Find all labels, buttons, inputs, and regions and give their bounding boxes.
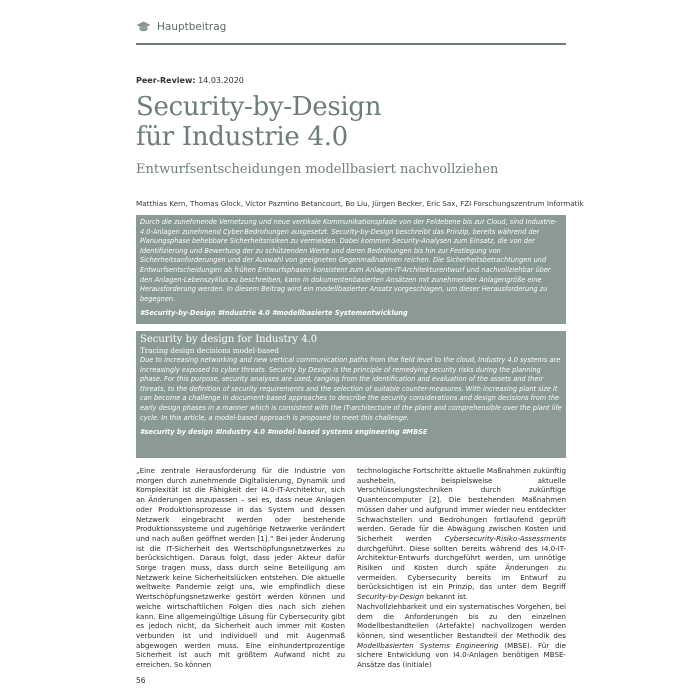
article-title [136, 92, 381, 152]
peer-review-line [136, 76, 244, 85]
title-line-1: Security-by-Design [136, 92, 382, 122]
peer-review-label: Peer-Review: [136, 76, 196, 85]
keywords-english: #security by design #Industry 4.0 #model-based systems engineering #MBSE [140, 428, 428, 437]
body-paragraph-1 [357, 466, 566, 602]
title-line-2: für Industrie 4.0 [136, 122, 348, 152]
english-subtitle: Tracing design decisions model-based [140, 346, 279, 355]
body-column-right [357, 466, 566, 670]
page-number: 56 [136, 676, 146, 685]
section-header [136, 18, 566, 40]
peer-review-date: 14.03.2020 [198, 76, 244, 85]
english-title: Security by design for Industry 4.0 [140, 334, 318, 345]
abstract-english [136, 331, 566, 458]
article-subtitle: Entwurfsentscheidungen modellbasiert nachvollziehen [136, 162, 499, 177]
body-paragraph-2 [357, 602, 566, 670]
emphasis-term: Cybersecurity-Risiko-Assessments [444, 533, 566, 543]
abstract-english-text: Due to increasing networking and new vertical communication paths from the field level to the cloud, Industry 4.0 systems are increasingly exposed to cyber threats. Security by Design is the principle of remedying security risks during the planning phase. For this purpose, security analyses are used, ranging from the identification and evaluation of the assets and their threats, to the definition of security requirements and the selection of suitable counter-measures. With increasing plant size it can become a challenge in document-based approaches to describe the security considerations and design decisions from the early design phases in a manner which is consistent with the IT-architecture of the plant and comprehensible over the plant life cycle. In this article, a model-based approach is proposed to meet this challenge. [140, 356, 562, 422]
section-label: Hauptbeitrag [157, 21, 227, 33]
author-list: Matthias Kern, Thomas Glock, Victor Pazmino Betancourt, Bo Liu, Jürgen Becker, Eric Sax, FZI Forschungszentrum Informatik [136, 199, 584, 208]
header-rule [136, 43, 566, 45]
body-text: durchgeführt. Diese sollten bereits während des I4.0-IT-Architektur-Entwurfs durchgeführt werden, um unnötige Risiken und Kosten durch späte Änderungen zu vermeiden. Cybersecurity bereits im Entwurf zu berücksichtigen ist ein Prinzip, das unter dem Begriff [357, 543, 566, 592]
body-column-left: „Eine zentrale Herausforderung für die Industrie von morgen durch zunehmende Digitalisierung, Dynamik und Komplexität ist die Fähigkeit der I4.0-IT-Architektur, sich an Änderungen anzupassen – sei es, dass neue Anlagen oder Produktionsprozesse in das System und dessen Netzwerk eingebracht werden oder bestehende Produktionssysteme und zugehörige Netzwerke verändert und nach außen geöffnet werden [1].“ Bei jeder Änderung ist die IT-Sicherheit des Wertschöpfungsnetzwerkes zu berücksichtigen. Daraus folgt, dass jeder Akteur dafür Sorge tragen muss, dass durch seine Beteiligung am Netzwerk keine Sicherheitslücken entstehen. Die aktuelle weltweite Pandemie zeigt uns, wie empfindlich diese Wertschöpfungsnetzwerke gestört werden können und welche wirtschaftlichen Folgen dies nach sich ziehen kann. Eine allgemeingültige Lösung für Cybersecurity gibt es jedoch nicht, da Sicherheit auch immer mit Kosten verbunden ist und individuell und mit Augenmaß abgewogen werden muss. Eine einhundertprozentige Sicherheit ist auch mit größtem Aufwand nicht zu erreichen. So können [136, 466, 345, 670]
body-text: technologische Fortschritte aktuelle Maßnahmen zukünftig aushebeln, beispielsweise aktuelle Verschlüsselungstechniken durch zukünftige Quantencomputer [2]. Die bestehenden Maßnahmen müssen daher und aufgrund immer wieder neu entdeckter Schwachstellen und Bedrohungen fortlaufend geprüft werden. Gerade für die Abwägung zwischen Kosten und Sicherheit werden [357, 466, 566, 543]
abstract-german-text: Durch die zunehmende Vernetzung und neue vertikale Kommunikationspfade von der Feldebene bis zur Cloud, sind Industrie-4.0-Anlagen zunehmend Cyber-Bedrohungen ausgesetzt. Security-by-Design beschreibt das Prinzip, bereits während der Planungsphase behebbare Sicherheitsrisiken zu vermeiden. Dabei kommen Security-Analysen zum Einsatz, die von der Identifizierung und Bewertung der zu schützenden Werte und deren Bedrohungen bis hin zur Festlegung von Sicherheitsanforderungen und der Auswahl von geeigneten Gegenmaßnahmen reichen. Die Sicherheitsbetrachtungen und Entwurfsentscheidungen ab frühen Entwurfsphasen konsistent zum Anlagen-IT-Architekturentwurf und nachvollziehbar über den Anlagen-Lebenszyklus zu beschreiben, kann in dokumentenbasierten Ansätzen mit zunehmender Anlagengröße eine Herausforderung werden. In diesem Beitrag wird ein modellbasierter Ansatz vorgeschlagen, um dieser Herausforderung zu begegnen. [140, 218, 558, 303]
emphasis-term: Security-by-Design [357, 592, 424, 602]
emphasis-term: Modellbasierten Systems Engineering [357, 640, 499, 650]
body-text: bekannt ist. [423, 592, 469, 602]
abstract-german [136, 215, 566, 324]
mortarboard-icon [136, 21, 151, 33]
keywords-german: #Security-by-Design #Industrie 4.0 #modellbasierte Systementwicklung [140, 309, 408, 318]
body-text: (MBSE). Für die sichere Entwicklung von I4.0-Anlagen benötigen MBSE-Ansätze das (initiale) [357, 640, 566, 670]
body-text: Nachvollziehbarkeit und ein systematisches Vorgehen, bei dem die Anforderungen bis zu den einzelnen Modellbestandteilen (Artefakte) nachvollzogen werden können, sind wesentlicher Bestandteil der Methodik des [357, 601, 566, 640]
